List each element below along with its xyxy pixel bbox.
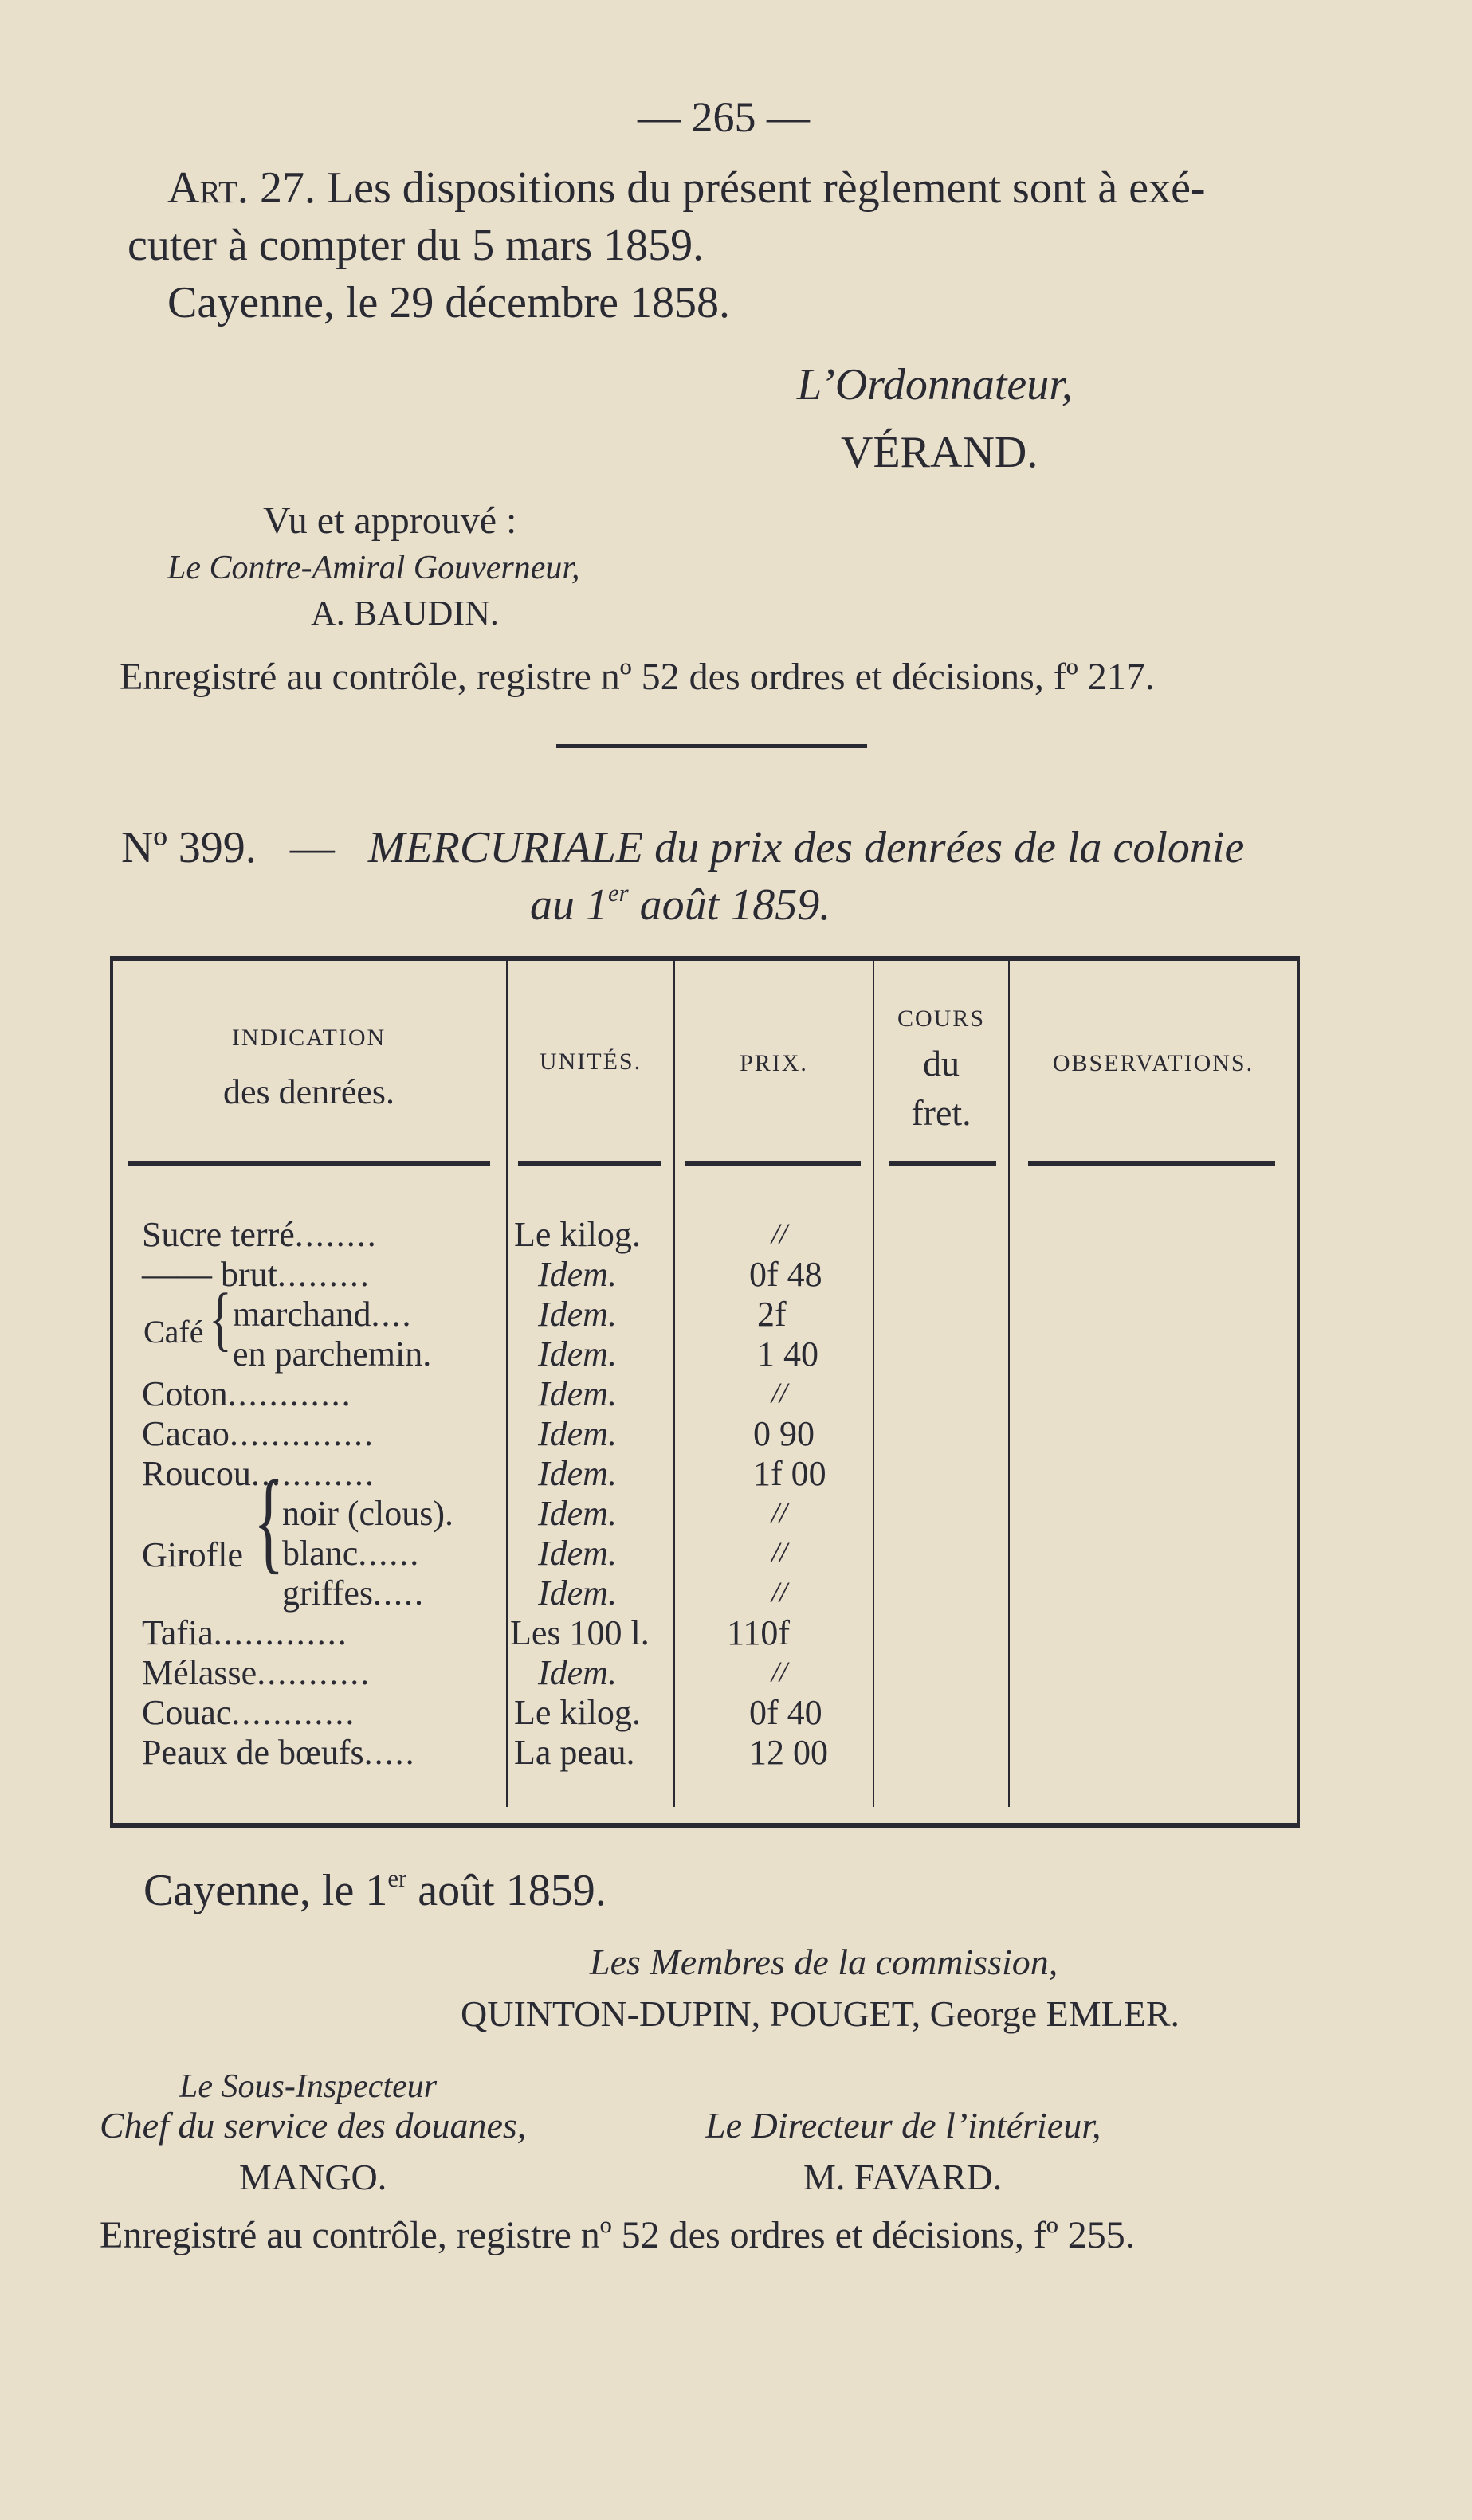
row-unit: Le kilog. bbox=[514, 1215, 641, 1254]
article-text-1: 27. Les dispositions du présent règlement sont à exé- bbox=[259, 163, 1206, 213]
row-label-noir: noir (clous). bbox=[282, 1494, 454, 1533]
members-names: QUINTON-DUPIN, POUGET, George EMLER. bbox=[461, 1993, 1180, 2034]
header-underline-3 bbox=[685, 1161, 861, 1166]
row-label-sucre: Sucre terré........ bbox=[142, 1215, 378, 1254]
row-unit: Idem. bbox=[538, 1653, 617, 1692]
row-price: 1 40 bbox=[757, 1334, 818, 1374]
approval-line-2: Le Contre-Amiral Gouverneur, bbox=[167, 550, 580, 586]
row-unit: Idem. bbox=[538, 1295, 617, 1334]
decree-title-line-1 bbox=[121, 825, 1244, 870]
row-price: // bbox=[771, 1377, 788, 1409]
page-number: — 265 — bbox=[638, 93, 810, 141]
row-label-melasse: Mélasse........... bbox=[142, 1653, 371, 1692]
group-label-cafe: Café bbox=[143, 1314, 204, 1350]
decree-title-text: MERCURIALE du prix des denrées de la colonie bbox=[367, 823, 1245, 872]
header-du: du bbox=[923, 1043, 960, 1084]
decree-title-date: août 1859. bbox=[628, 880, 831, 930]
group-label-girofle: Girofle bbox=[142, 1535, 244, 1574]
row-price: // bbox=[771, 1656, 788, 1687]
decree-title-line-2 bbox=[530, 879, 831, 930]
row-price: 0f 48 bbox=[749, 1255, 822, 1294]
row-unit: Idem. bbox=[538, 1494, 617, 1533]
directeur-title: Le Directeur de l’intérieur, bbox=[705, 2105, 1101, 2146]
row-label-couac: Couac............ bbox=[142, 1693, 356, 1732]
row-price: 0f 40 bbox=[749, 1693, 822, 1732]
row-label-coton: Coton............ bbox=[142, 1374, 352, 1413]
article-place-date: Cayenne, le 29 décembre 1858. bbox=[167, 278, 730, 327]
header-denrees: des denrées. bbox=[222, 1072, 394, 1111]
row-unit: Les 100 l. bbox=[510, 1613, 650, 1652]
decree-number: Nº 399. bbox=[121, 823, 257, 872]
header-observations: OBSERVATIONS. bbox=[1052, 1050, 1254, 1076]
row-label-tafia: Tafia............. bbox=[142, 1613, 348, 1652]
girofle-brace-icon: { bbox=[253, 1458, 285, 1585]
row-unit: Idem. bbox=[538, 1574, 617, 1613]
row-unit: Idem. bbox=[538, 1334, 617, 1374]
ordonnateur-title: L’Ordonnateur, bbox=[797, 360, 1073, 410]
closing-place: Cayenne, le 1 bbox=[143, 1866, 388, 1915]
row-price: 110f bbox=[727, 1613, 791, 1652]
registration-2: Enregistré au contrôle, registre nº 52 des ordres et décisions, fº 255. bbox=[100, 2214, 1135, 2256]
row-unit: Idem. bbox=[538, 1255, 617, 1294]
article-line-1 bbox=[167, 163, 1206, 213]
row-price: // bbox=[771, 1496, 788, 1528]
column-divider-4 bbox=[1008, 961, 1010, 1807]
article-label: Art. bbox=[167, 163, 249, 213]
row-price: 0 90 bbox=[753, 1414, 815, 1453]
row-label-brut: —— brut......... bbox=[142, 1255, 371, 1294]
row-unit: Le kilog. bbox=[514, 1693, 641, 1732]
closing-date: août 1859. bbox=[406, 1866, 606, 1915]
row-price: 2f bbox=[757, 1295, 787, 1334]
row-price: // bbox=[771, 1536, 788, 1568]
row-unit: La peau. bbox=[514, 1733, 635, 1772]
column-divider-3 bbox=[873, 961, 874, 1807]
row-unit: Idem. bbox=[538, 1534, 617, 1573]
row-price: 1f 00 bbox=[753, 1454, 826, 1493]
favard-name: M. FAVARD. bbox=[803, 2157, 1003, 2197]
approval-line-3: A. BAUDIN. bbox=[311, 594, 499, 633]
header-fret: fret. bbox=[911, 1092, 972, 1133]
ordonnateur-name: VÉRAND. bbox=[841, 428, 1038, 477]
header-underline-2 bbox=[518, 1161, 661, 1166]
header-underline-5 bbox=[1028, 1161, 1275, 1166]
row-price: // bbox=[771, 1576, 788, 1608]
row-label-blanc: blanc...... bbox=[282, 1534, 421, 1573]
header-underline-1 bbox=[128, 1161, 490, 1166]
row-label-griffes: griffes..... bbox=[282, 1574, 426, 1613]
cafe-brace-icon: { bbox=[209, 1279, 232, 1358]
row-unit: Idem. bbox=[538, 1454, 617, 1493]
row-unit: Idem. bbox=[538, 1414, 617, 1453]
row-unit: Idem. bbox=[538, 1374, 617, 1413]
row-label-parchemin: en parchemin. bbox=[233, 1334, 432, 1374]
approval-line-1: Vu et approuvé : bbox=[263, 500, 517, 542]
members-title: Les Membres de la commission, bbox=[590, 1942, 1058, 1982]
sous-inspecteur-title: Le Sous-Inspecteur bbox=[179, 2068, 438, 2105]
douanes-title: Chef du service des douanes, bbox=[100, 2105, 527, 2146]
column-divider-1 bbox=[506, 961, 508, 1807]
header-unites: UNITÉS. bbox=[539, 1048, 642, 1075]
row-price: 12 00 bbox=[749, 1733, 828, 1772]
separator-rule bbox=[556, 744, 867, 748]
closing-sup: er bbox=[387, 1864, 407, 1892]
header-cours: COURS bbox=[897, 1005, 986, 1032]
row-label-roucou: Roucou............ bbox=[142, 1454, 375, 1493]
article-line-2: cuter à compter du 5 mars 1859. bbox=[128, 221, 705, 270]
decree-title-au: au 1 bbox=[530, 880, 608, 930]
header-prix: PRIX. bbox=[740, 1050, 808, 1076]
mango-name: MANGO. bbox=[239, 2157, 387, 2197]
row-label-peaux: Peaux de bœufs..... bbox=[142, 1733, 416, 1772]
decree-dash: — bbox=[289, 823, 335, 872]
decree-title-sup: er bbox=[608, 879, 629, 907]
row-label-marchand: marchand.... bbox=[233, 1295, 413, 1334]
header-indication: INDICATION bbox=[231, 1025, 387, 1051]
column-divider-2 bbox=[673, 961, 675, 1807]
row-label-cacao: Cacao.............. bbox=[142, 1414, 375, 1453]
registration-1: Enregistré au contrôle, registre nº 52 des ordres et décisions, fº 217. bbox=[120, 656, 1155, 698]
closing-place-date bbox=[143, 1864, 606, 1915]
row-price: // bbox=[771, 1217, 788, 1249]
header-underline-4 bbox=[889, 1161, 996, 1166]
